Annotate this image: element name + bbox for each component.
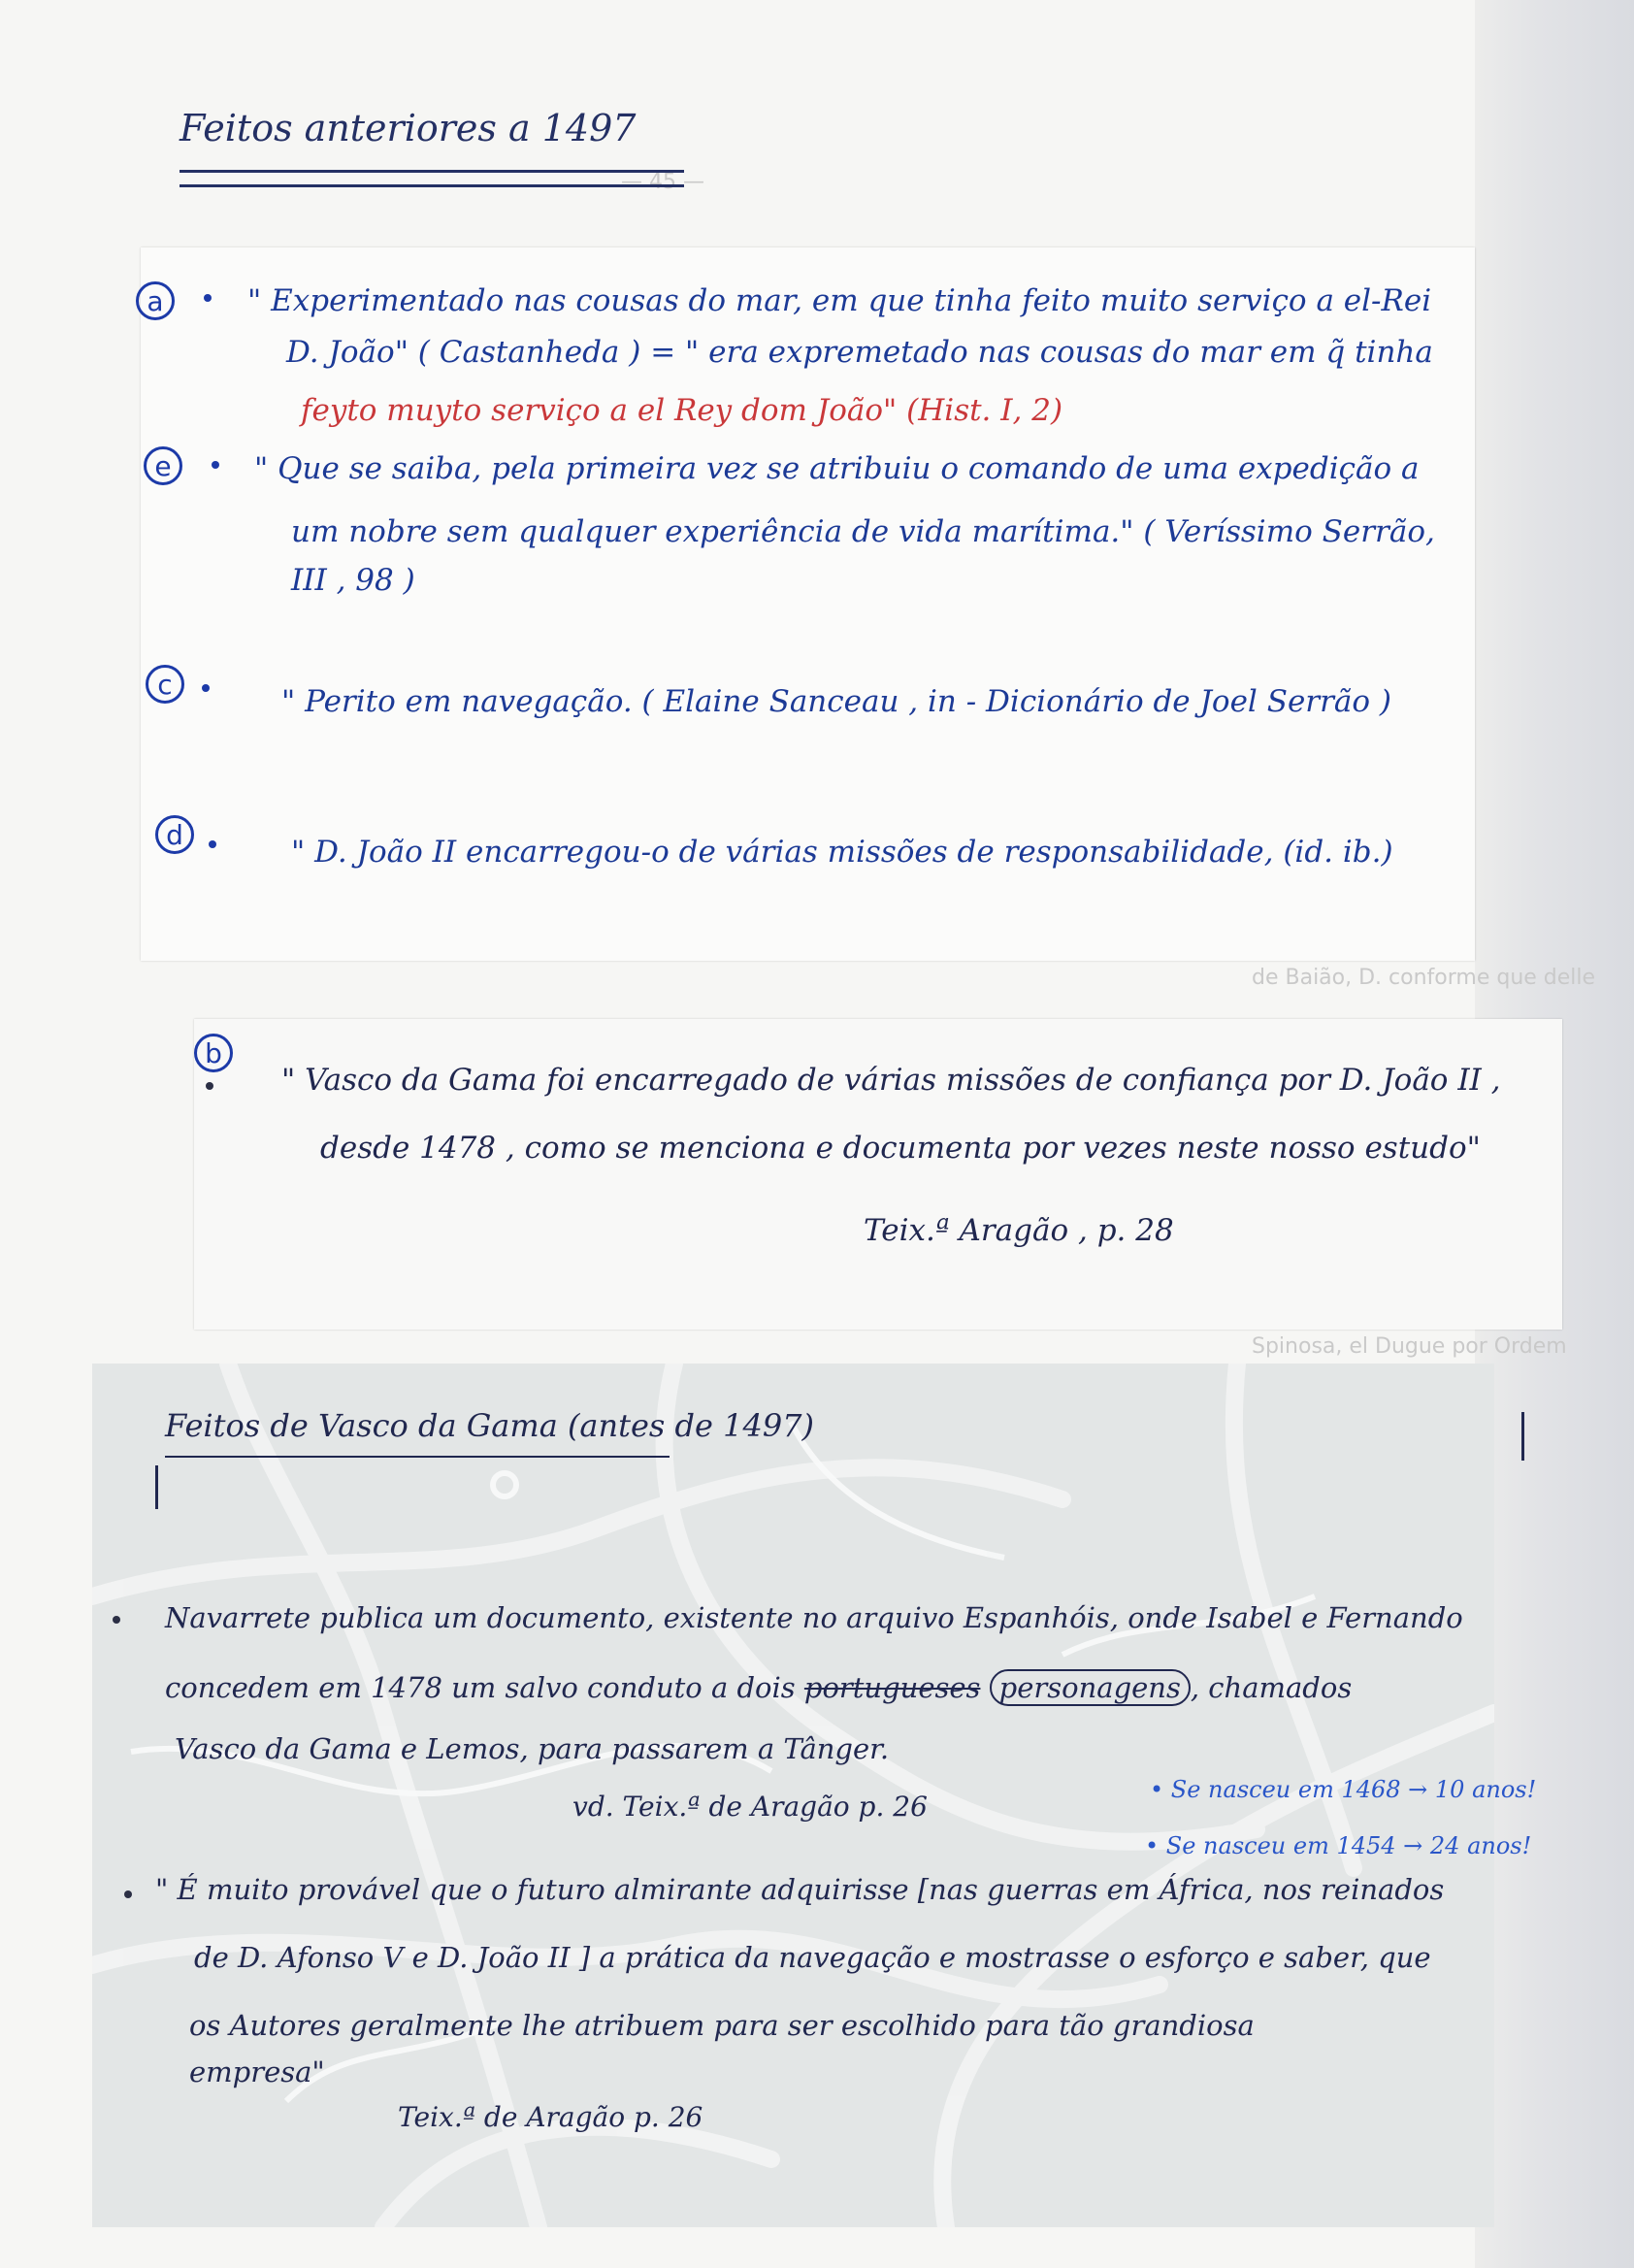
page-title: Feitos anteriores a 1497 bbox=[180, 107, 637, 149]
item-marker-a: a bbox=[136, 281, 175, 320]
title-underline-2 bbox=[180, 184, 684, 187]
item-marker-c: c bbox=[146, 665, 184, 704]
margin-note-2: • Se nasceu em 1454 → 24 anos! bbox=[1145, 1832, 1532, 1859]
boxed-word: personagens bbox=[990, 1669, 1191, 1706]
struck-word: portugueses bbox=[803, 1671, 981, 1704]
bullet-1-line-2-text: concedem em 1478 um salvo conduto a dois bbox=[165, 1671, 796, 1704]
bullet-dot bbox=[113, 1616, 120, 1624]
bullet-1-line-3: Vasco da Gama e Lemos, para passarem a Tânger. bbox=[175, 1732, 890, 1765]
margin-bar-left bbox=[155, 1465, 158, 1509]
item-b-line-2: desde 1478 , como se menciona e documenta por vezes neste nosso estudo" bbox=[320, 1131, 1481, 1166]
bullet-2-line-1: " É muito provável que o futuro almirante adquirisse [nas guerras em África, nos reinados bbox=[155, 1873, 1445, 1906]
section-2-heading-underline bbox=[165, 1456, 670, 1458]
bleed-through-text: de Baião, D. conforme que delle bbox=[1252, 966, 1596, 990]
item-e-line-3: III , 98 ) bbox=[291, 563, 415, 598]
margin-note-1: • Se nasceu em 1468 → 10 anos! bbox=[1150, 1776, 1537, 1803]
item-marker-d: d bbox=[155, 815, 194, 854]
bleed-through-text: — 45 — bbox=[621, 170, 704, 194]
bullet-1-line-1: Navarrete publica um documento, existente no arquivo Espanhóis, onde Isabel e Fernando bbox=[165, 1601, 1463, 1634]
bullet-dot bbox=[206, 1082, 213, 1090]
bleed-through-text: Spinosa, el Dugue por Ordem bbox=[1252, 1334, 1567, 1359]
bullet-dot bbox=[124, 1890, 132, 1898]
bullet-dot bbox=[204, 294, 212, 302]
bullet-2-line-4: empresa" bbox=[189, 2055, 325, 2088]
bullet-2-source: Teix.ª de Aragão p. 26 bbox=[398, 2101, 703, 2133]
item-a-line-2-text: D. João" ( Castanheda ) = " era expremetado nas cousas do mar em q̃ tinha bbox=[286, 335, 1433, 370]
bullet-2-line-2: de D. Afonso V e D. João II ] a prática da navegação e mostrasse o esforço e saber, que bbox=[194, 1941, 1431, 1974]
item-e-line-1: " Que se saiba, pela primeira vez se atribuiu o comando de uma expedição a bbox=[254, 451, 1420, 486]
item-a-line-2 bbox=[286, 335, 1433, 370]
item-a-line-1: " Experimentado nas cousas do mar, em que tinha feito muito serviço a el-Rei bbox=[247, 283, 1432, 318]
item-e-line-2: um nobre sem qualquer experiência de vida marítima." ( Veríssimo Serrão, bbox=[291, 514, 1435, 549]
bullet-dot bbox=[209, 840, 216, 848]
bullet-2-line-3: os Autores geralmente lhe atribuem para ser escolhido para tão grandiosa bbox=[189, 2009, 1255, 2042]
margin-bar-right bbox=[1521, 1412, 1524, 1461]
item-marker-b: b bbox=[194, 1034, 233, 1072]
item-c-line-1: " Perito em navegação. ( Elaine Sanceau , in - Dicionário de Joel Serrão ) bbox=[281, 684, 1392, 719]
item-b-source: Teix.ª Aragão , p. 28 bbox=[864, 1213, 1174, 1248]
item-d-line-1: " D. João II encarregou-o de várias missões de responsabilidade, (id. ib.) bbox=[291, 835, 1393, 870]
bullet-dot bbox=[202, 684, 210, 692]
bullet-1-line-2-end: , chamados bbox=[1190, 1671, 1353, 1704]
bullet-dot bbox=[212, 461, 219, 469]
section-2-heading: Feitos de Vasco da Gama (antes de 1497) bbox=[165, 1407, 815, 1444]
item-b-line-1: " Vasco da Gama foi encarregado de várias missões de confiança por D. João II , bbox=[281, 1063, 1501, 1098]
bullet-1-source: vd. Teix.ª de Aragão p. 26 bbox=[572, 1791, 928, 1823]
item-marker-e: e bbox=[144, 446, 182, 485]
item-a-line-3: feyto muyto serviço a el Rey dom João" (Hist. I, 2) bbox=[301, 393, 1063, 428]
title-underline bbox=[180, 170, 684, 173]
bullet-1-line-2 bbox=[165, 1669, 1352, 1706]
